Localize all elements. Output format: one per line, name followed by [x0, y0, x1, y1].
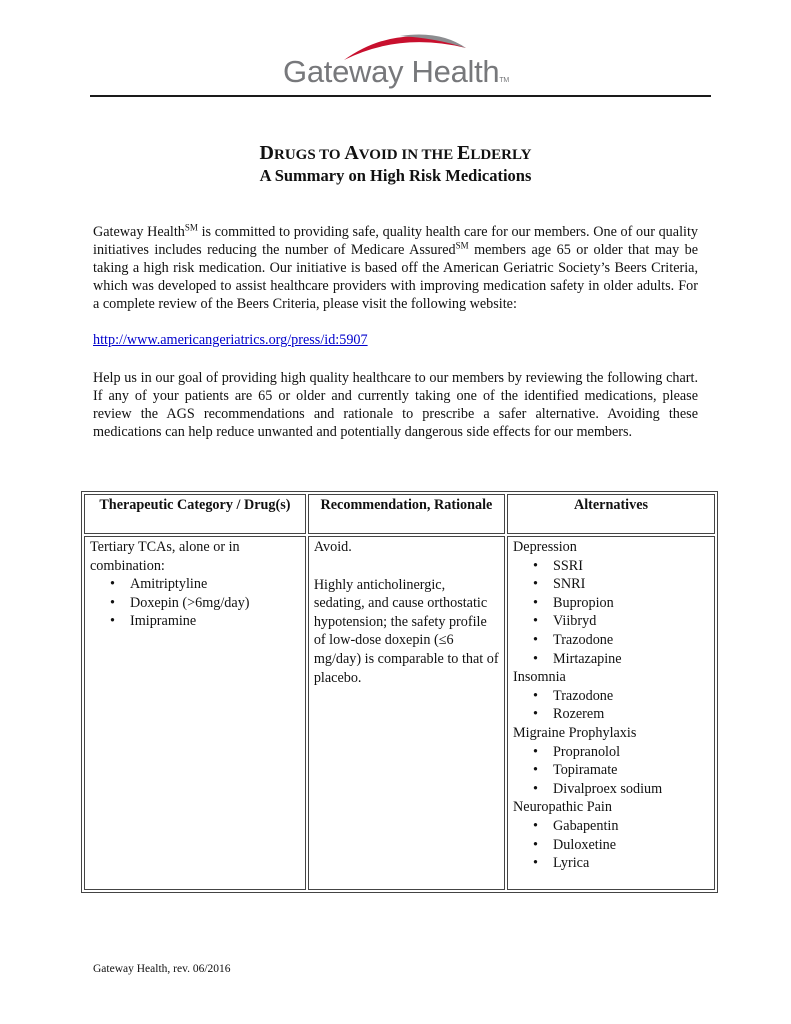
alt-group-label: Neuropathic Pain: [513, 799, 612, 816]
alt-list: [513, 687, 709, 724]
category-name: Tertiary TCAs, alone or in combination:: [90, 539, 240, 574]
beers-criteria-link[interactable]: http://www.americangeriatrics.org/press/id:5907: [93, 332, 368, 348]
category-cell: [84, 536, 306, 890]
table-row: [84, 536, 715, 890]
intro-paragraph: Gateway Health℠ is committed to providing safe, quality health care for our members. One of our quality initiatives includes reducing the number of Medicare Assured℠ members age 65 or older that may be taking a high risk medication. Our initiative is based off the American Geriatric Society’s Beers Criteria, which was developed to assist healthcare providers with improving medication safety in older adults. For a complete review of the Beers Criteria, please visit the following website:: [93, 222, 698, 313]
table-header-row: [84, 494, 715, 534]
alt-group-label: Insomnia: [513, 669, 566, 686]
list-item: • Lyrica: [553, 854, 709, 873]
list-item: • Trazodone: [553, 631, 709, 650]
header-alternatives: Alternatives: [507, 494, 715, 534]
list-item: • Duloxetine: [553, 836, 709, 855]
list-item: • Topiramate: [553, 761, 709, 780]
list-item: • Imipramine: [130, 612, 300, 631]
list-item: • Gabapentin: [553, 817, 709, 836]
alt-group-label: Depression: [513, 539, 577, 555]
list-item: • SSRI: [553, 557, 709, 576]
logo-wordmark: Gateway HealthTM: [283, 54, 509, 89]
header-category: Therapeutic Category / Drug(s): [84, 494, 306, 534]
list-item: • Divalproex sodium: [553, 780, 709, 799]
alternatives-cell: [507, 536, 715, 890]
list-item: • Amitriptyline: [130, 575, 300, 594]
footer-revision: Gateway Health, rev. 06/2016: [93, 963, 231, 975]
alt-list: [513, 557, 709, 669]
document-title: DRUGS TO AVOID IN THE ELDERLY: [259, 142, 532, 164]
request-paragraph: Help us in our goal of providing high quality healthcare to our members by reviewing the following chart. If any of your patients are 65 or older and currently taking one of the identified medications, please review the AGS recommendations and rationale to prescribe a safer alternative. Avoiding these medications can help reduce unwanted and potentially dangerous side effects for our members.: [93, 370, 698, 441]
list-item: • Viibryd: [553, 612, 709, 631]
header-recommendation: Recommendation, Rationale: [308, 494, 505, 534]
recommendation-cell: [308, 536, 505, 890]
gateway-health-logo: [0, 28, 791, 98]
list-item: • Mirtazapine: [553, 650, 709, 669]
drug-list: [90, 575, 300, 631]
list-item: • Trazodone: [553, 687, 709, 706]
list-item: • Bupropion: [553, 594, 709, 613]
list-item: • Doxepin (>6mg/day): [130, 594, 300, 613]
medication-table: [81, 491, 718, 893]
alt-group-label: Migraine Prophylaxis: [513, 724, 637, 741]
list-item: • Propranolol: [553, 743, 709, 762]
rationale-text: Highly anticholinergic, sedating, and cause orthostatic hypotension; the safety profile of low-dose doxepin (≤6 mg/day) is comparable to that of placebo.: [313, 576, 499, 686]
alt-list: [513, 817, 709, 873]
alt-list: [513, 743, 709, 799]
document-subtitle: A Summary on High Risk Medications: [259, 166, 532, 185]
list-item: • SNRI: [553, 575, 709, 594]
recommendation-text: Avoid.: [313, 539, 352, 555]
list-item: • Rozerem: [553, 705, 709, 724]
header-divider: [90, 95, 711, 97]
